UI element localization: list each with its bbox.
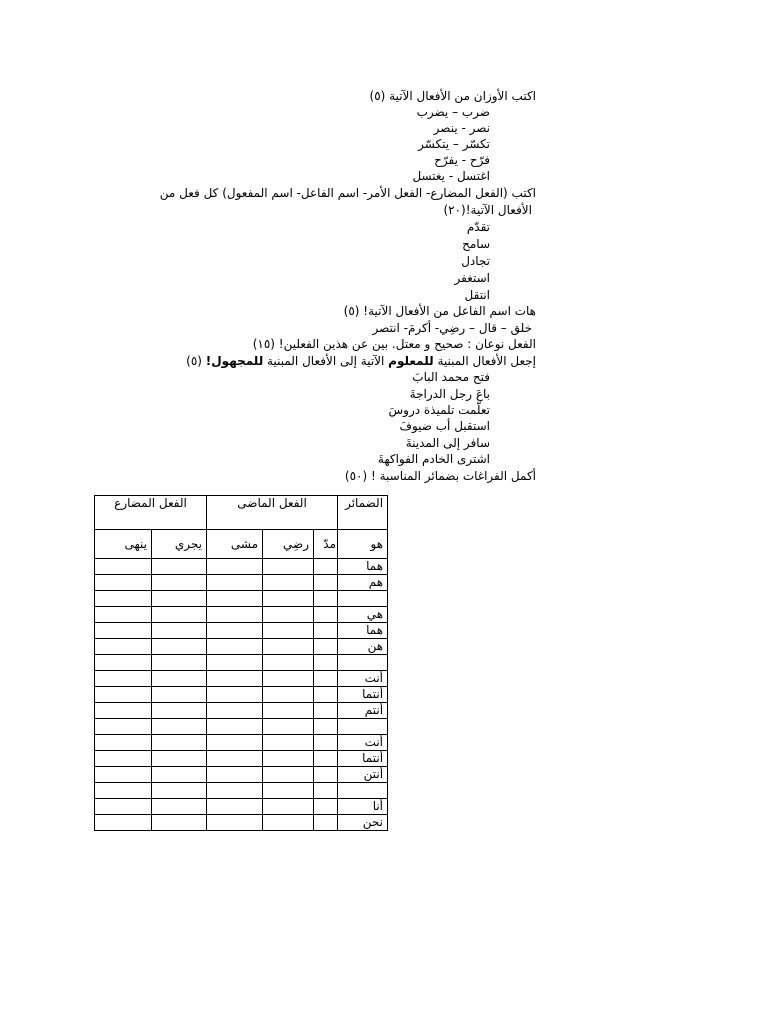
table-blank-cell[interactable] xyxy=(152,751,207,767)
table-pronoun xyxy=(338,783,388,799)
table-blank-cell[interactable] xyxy=(207,767,263,783)
item-text: ضرب – يضرب xyxy=(416,105,490,119)
table-blank-cell[interactable] xyxy=(263,623,314,639)
table-row xyxy=(95,687,388,703)
table-blank-cell[interactable] xyxy=(152,815,207,831)
table-blank-cell[interactable] xyxy=(152,719,207,735)
question-text: خلق – قال – رضِي- أكرمَ- انتصر xyxy=(372,321,532,335)
table-blank-cell[interactable] xyxy=(152,783,207,799)
table-blank-cell[interactable] xyxy=(263,591,314,607)
table-blank-cell[interactable] xyxy=(152,735,207,751)
table-blank-cell[interactable] xyxy=(95,703,152,719)
question-text: اكتب (الفعل المضارع- الفعل الأمر- اسم الفاعل- اسم المفعول) كل فعل من xyxy=(159,186,536,200)
item-text: اشترى الخادم الفواكهةَ xyxy=(377,452,490,466)
table-blank-cell[interactable] xyxy=(152,655,207,671)
table-blank-cell[interactable] xyxy=(263,655,314,671)
table-blank-cell[interactable] xyxy=(152,607,207,623)
table-blank-cell[interactable] xyxy=(207,591,263,607)
list-item xyxy=(0,236,768,252)
question-text: اكتب الأوزان من الأفعال الآتية (٥) xyxy=(369,89,536,103)
item-text: فرّح - يفرّح xyxy=(434,153,490,167)
table-blank-cell[interactable] xyxy=(152,559,207,575)
list-item xyxy=(0,451,768,467)
list-item xyxy=(0,104,768,120)
list-item xyxy=(0,270,768,286)
table-blank-cell[interactable] xyxy=(314,783,338,799)
table-blank-cell[interactable] xyxy=(314,607,338,623)
item-text: سامح xyxy=(462,237,490,251)
table-blank-cell[interactable] xyxy=(207,655,263,671)
question-6 xyxy=(0,468,768,484)
table-blank-cell[interactable] xyxy=(263,815,314,831)
table-blank-cell[interactable] xyxy=(207,559,263,575)
table-blank-cell[interactable] xyxy=(314,671,338,687)
table-verb: مشى xyxy=(207,530,263,559)
item-text: انتقل xyxy=(464,288,490,302)
item-text: نصر - ينصر xyxy=(433,121,490,135)
table-row xyxy=(95,735,388,751)
table-blank-cell[interactable] xyxy=(263,575,314,591)
table-verb: مدّ xyxy=(314,530,338,559)
table-blank-cell[interactable] xyxy=(95,783,152,799)
table-blank-cell[interactable] xyxy=(152,639,207,655)
header-present-verb: الفعل المضارع xyxy=(95,496,207,530)
table-blank-cell[interactable] xyxy=(95,767,152,783)
table-row xyxy=(95,751,388,767)
table-row xyxy=(95,639,388,655)
table-row xyxy=(95,559,388,575)
table-pronoun: هي xyxy=(338,607,388,623)
item-text: تجادل xyxy=(461,254,490,268)
table-blank-cell[interactable] xyxy=(207,607,263,623)
item-text: فتح محمد البابَ xyxy=(412,370,490,384)
table-blank-cell[interactable] xyxy=(314,655,338,671)
question-text-part: (٥) xyxy=(186,354,206,368)
table-blank-cell[interactable] xyxy=(207,639,263,655)
table-blank-cell[interactable] xyxy=(95,687,152,703)
list-item xyxy=(0,120,768,136)
table-pronoun: أنا xyxy=(338,799,388,815)
list-item xyxy=(0,136,768,152)
table-blank-cell[interactable] xyxy=(152,623,207,639)
table-blank-cell[interactable] xyxy=(314,575,338,591)
table-blank-cell[interactable] xyxy=(207,687,263,703)
table-row xyxy=(95,655,388,671)
question-3 xyxy=(0,303,768,319)
table-blank-cell[interactable] xyxy=(207,799,263,815)
table-verbs-row xyxy=(95,530,388,559)
table-blank-cell[interactable] xyxy=(314,719,338,735)
list-item xyxy=(0,418,768,434)
question-text-part: إجعل الأفعال المبنية xyxy=(433,354,536,368)
table-blank-cell[interactable] xyxy=(314,639,338,655)
table-blank-cell[interactable] xyxy=(263,751,314,767)
list-item xyxy=(0,168,768,184)
table-pronoun: هما xyxy=(338,559,388,575)
table-blank-cell[interactable] xyxy=(207,783,263,799)
question-text: أكمل الفراغات بضمائر المناسبة ! (٥٠) xyxy=(344,469,536,483)
table-blank-cell[interactable] xyxy=(152,671,207,687)
table-blank-cell[interactable] xyxy=(152,703,207,719)
question-text: الفعل نوعان : صحيح و معتل. بين عن هذين الفعلين! (١٥) xyxy=(252,337,536,351)
table-blank-cell[interactable] xyxy=(95,639,152,655)
table-blank-cell[interactable] xyxy=(95,751,152,767)
table-blank-cell[interactable] xyxy=(95,655,152,671)
question-text: هات اسم الفاعل من الأفعال الآتية! (٥) xyxy=(343,304,536,318)
list-item xyxy=(0,219,768,235)
table-row xyxy=(95,607,388,623)
table-blank-cell[interactable] xyxy=(263,687,314,703)
table-blank-cell[interactable] xyxy=(152,799,207,815)
table-pronoun: هم xyxy=(338,575,388,591)
header-pronouns: الضمائر xyxy=(338,496,388,530)
table-verb: ينهى xyxy=(95,530,152,559)
table-blank-cell[interactable] xyxy=(95,623,152,639)
table-blank-cell[interactable] xyxy=(314,735,338,751)
table-row xyxy=(95,719,388,735)
table-row xyxy=(95,671,388,687)
table-blank-cell[interactable] xyxy=(314,767,338,783)
table-row xyxy=(95,815,388,831)
table-pronoun: أنت xyxy=(338,735,388,751)
table-pronoun: أنت xyxy=(338,671,388,687)
table-blank-cell[interactable] xyxy=(314,559,338,575)
table-blank-cell[interactable] xyxy=(207,719,263,735)
table-blank-cell[interactable] xyxy=(207,751,263,767)
table-pronoun: نحن xyxy=(338,815,388,831)
table-blank-cell[interactable] xyxy=(207,815,263,831)
item-text: باعَ رجل الدراجةَ xyxy=(409,387,490,401)
table-pronoun: هن xyxy=(338,639,388,655)
table-pronoun: هما xyxy=(338,623,388,639)
table-row xyxy=(95,767,388,783)
item-text: تقدّم xyxy=(466,220,490,234)
question-bold-word: للمعلوم xyxy=(388,354,434,368)
table-blank-cell[interactable] xyxy=(95,607,152,623)
table-blank-cell[interactable] xyxy=(95,559,152,575)
table-blank-cell[interactable] xyxy=(152,591,207,607)
table-row xyxy=(95,799,388,815)
table-pronoun: أنتن xyxy=(338,767,388,783)
table-verb: رضِي xyxy=(263,530,314,559)
list-item xyxy=(0,386,768,402)
table-blank-cell[interactable] xyxy=(207,671,263,687)
table-blank-cell[interactable] xyxy=(263,607,314,623)
item-text: تعلّمت تلميذة دروسَ xyxy=(388,403,490,417)
item-text: اغتسل - يغتسل xyxy=(412,169,490,183)
question-1 xyxy=(0,88,768,104)
table-blank-cell[interactable] xyxy=(314,623,338,639)
list-item xyxy=(0,287,768,303)
table-blank-cell[interactable] xyxy=(152,575,207,591)
table-blank-cell[interactable] xyxy=(263,559,314,575)
table-row xyxy=(95,783,388,799)
table-blank-cell[interactable] xyxy=(263,639,314,655)
table-blank-cell[interactable] xyxy=(95,799,152,815)
table-blank-cell[interactable] xyxy=(314,815,338,831)
table-blank-cell[interactable] xyxy=(207,735,263,751)
item-text: استقبل أب ضيوفَ xyxy=(399,419,490,433)
table-verb: يجري xyxy=(152,530,207,559)
item-text: سافر إلى المدينةَ xyxy=(405,436,490,450)
table-pronoun: أنتما xyxy=(338,751,388,767)
table-blank-cell[interactable] xyxy=(263,735,314,751)
table-blank-cell[interactable] xyxy=(263,703,314,719)
table-pronoun xyxy=(338,719,388,735)
list-item xyxy=(0,152,768,168)
item-text: تكسّر – يتكسّر xyxy=(418,137,490,151)
question-2-continuation xyxy=(0,202,768,218)
table-pronoun: هو xyxy=(338,530,388,559)
table-pronoun: أنتم xyxy=(338,703,388,719)
item-text: استغفر xyxy=(454,271,490,285)
table-blank-cell[interactable] xyxy=(95,671,152,687)
table-blank-cell[interactable] xyxy=(95,591,152,607)
table-blank-cell[interactable] xyxy=(152,767,207,783)
question-4 xyxy=(0,336,768,352)
table-blank-cell[interactable] xyxy=(314,751,338,767)
table-row xyxy=(95,591,388,607)
table-blank-cell[interactable] xyxy=(263,783,314,799)
question-3-continuation xyxy=(0,320,768,336)
table-pronoun xyxy=(338,591,388,607)
list-item xyxy=(0,253,768,269)
table-blank-cell[interactable] xyxy=(207,623,263,639)
question-5 xyxy=(0,353,768,369)
table-blank-cell[interactable] xyxy=(95,719,152,735)
table-blank-cell[interactable] xyxy=(207,575,263,591)
table-blank-cell[interactable] xyxy=(95,735,152,751)
list-item xyxy=(0,402,768,418)
table-blank-cell[interactable] xyxy=(314,591,338,607)
table-header-row xyxy=(95,496,388,530)
table-blank-cell[interactable] xyxy=(314,687,338,703)
question-text xyxy=(186,353,536,369)
table-pronoun: أنتما xyxy=(338,687,388,703)
header-past-verb: الفعل الماضى xyxy=(207,496,338,530)
table-row xyxy=(95,575,388,591)
table-row xyxy=(95,703,388,719)
list-item xyxy=(0,369,768,385)
table-blank-cell[interactable] xyxy=(95,575,152,591)
table-blank-cell[interactable] xyxy=(207,703,263,719)
table-blank-cell[interactable] xyxy=(314,799,338,815)
table-blank-cell[interactable] xyxy=(263,719,314,735)
table-pronoun xyxy=(338,655,388,671)
list-item xyxy=(0,435,768,451)
question-2 xyxy=(0,185,768,201)
table-row xyxy=(95,623,388,639)
conjugation-table xyxy=(94,495,388,831)
table-blank-cell[interactable] xyxy=(152,687,207,703)
table-blank-cell[interactable] xyxy=(95,815,152,831)
question-bold-word: للمجهول! xyxy=(205,354,264,368)
table-blank-cell[interactable] xyxy=(314,703,338,719)
table-blank-cell[interactable] xyxy=(263,671,314,687)
question-text-part: الآتية إلى الأفعال المبنية xyxy=(263,354,389,368)
table-blank-cell[interactable] xyxy=(263,767,314,783)
question-text: الأفعال الآتية!(٢٠) xyxy=(443,203,532,217)
table-blank-cell[interactable] xyxy=(263,799,314,815)
